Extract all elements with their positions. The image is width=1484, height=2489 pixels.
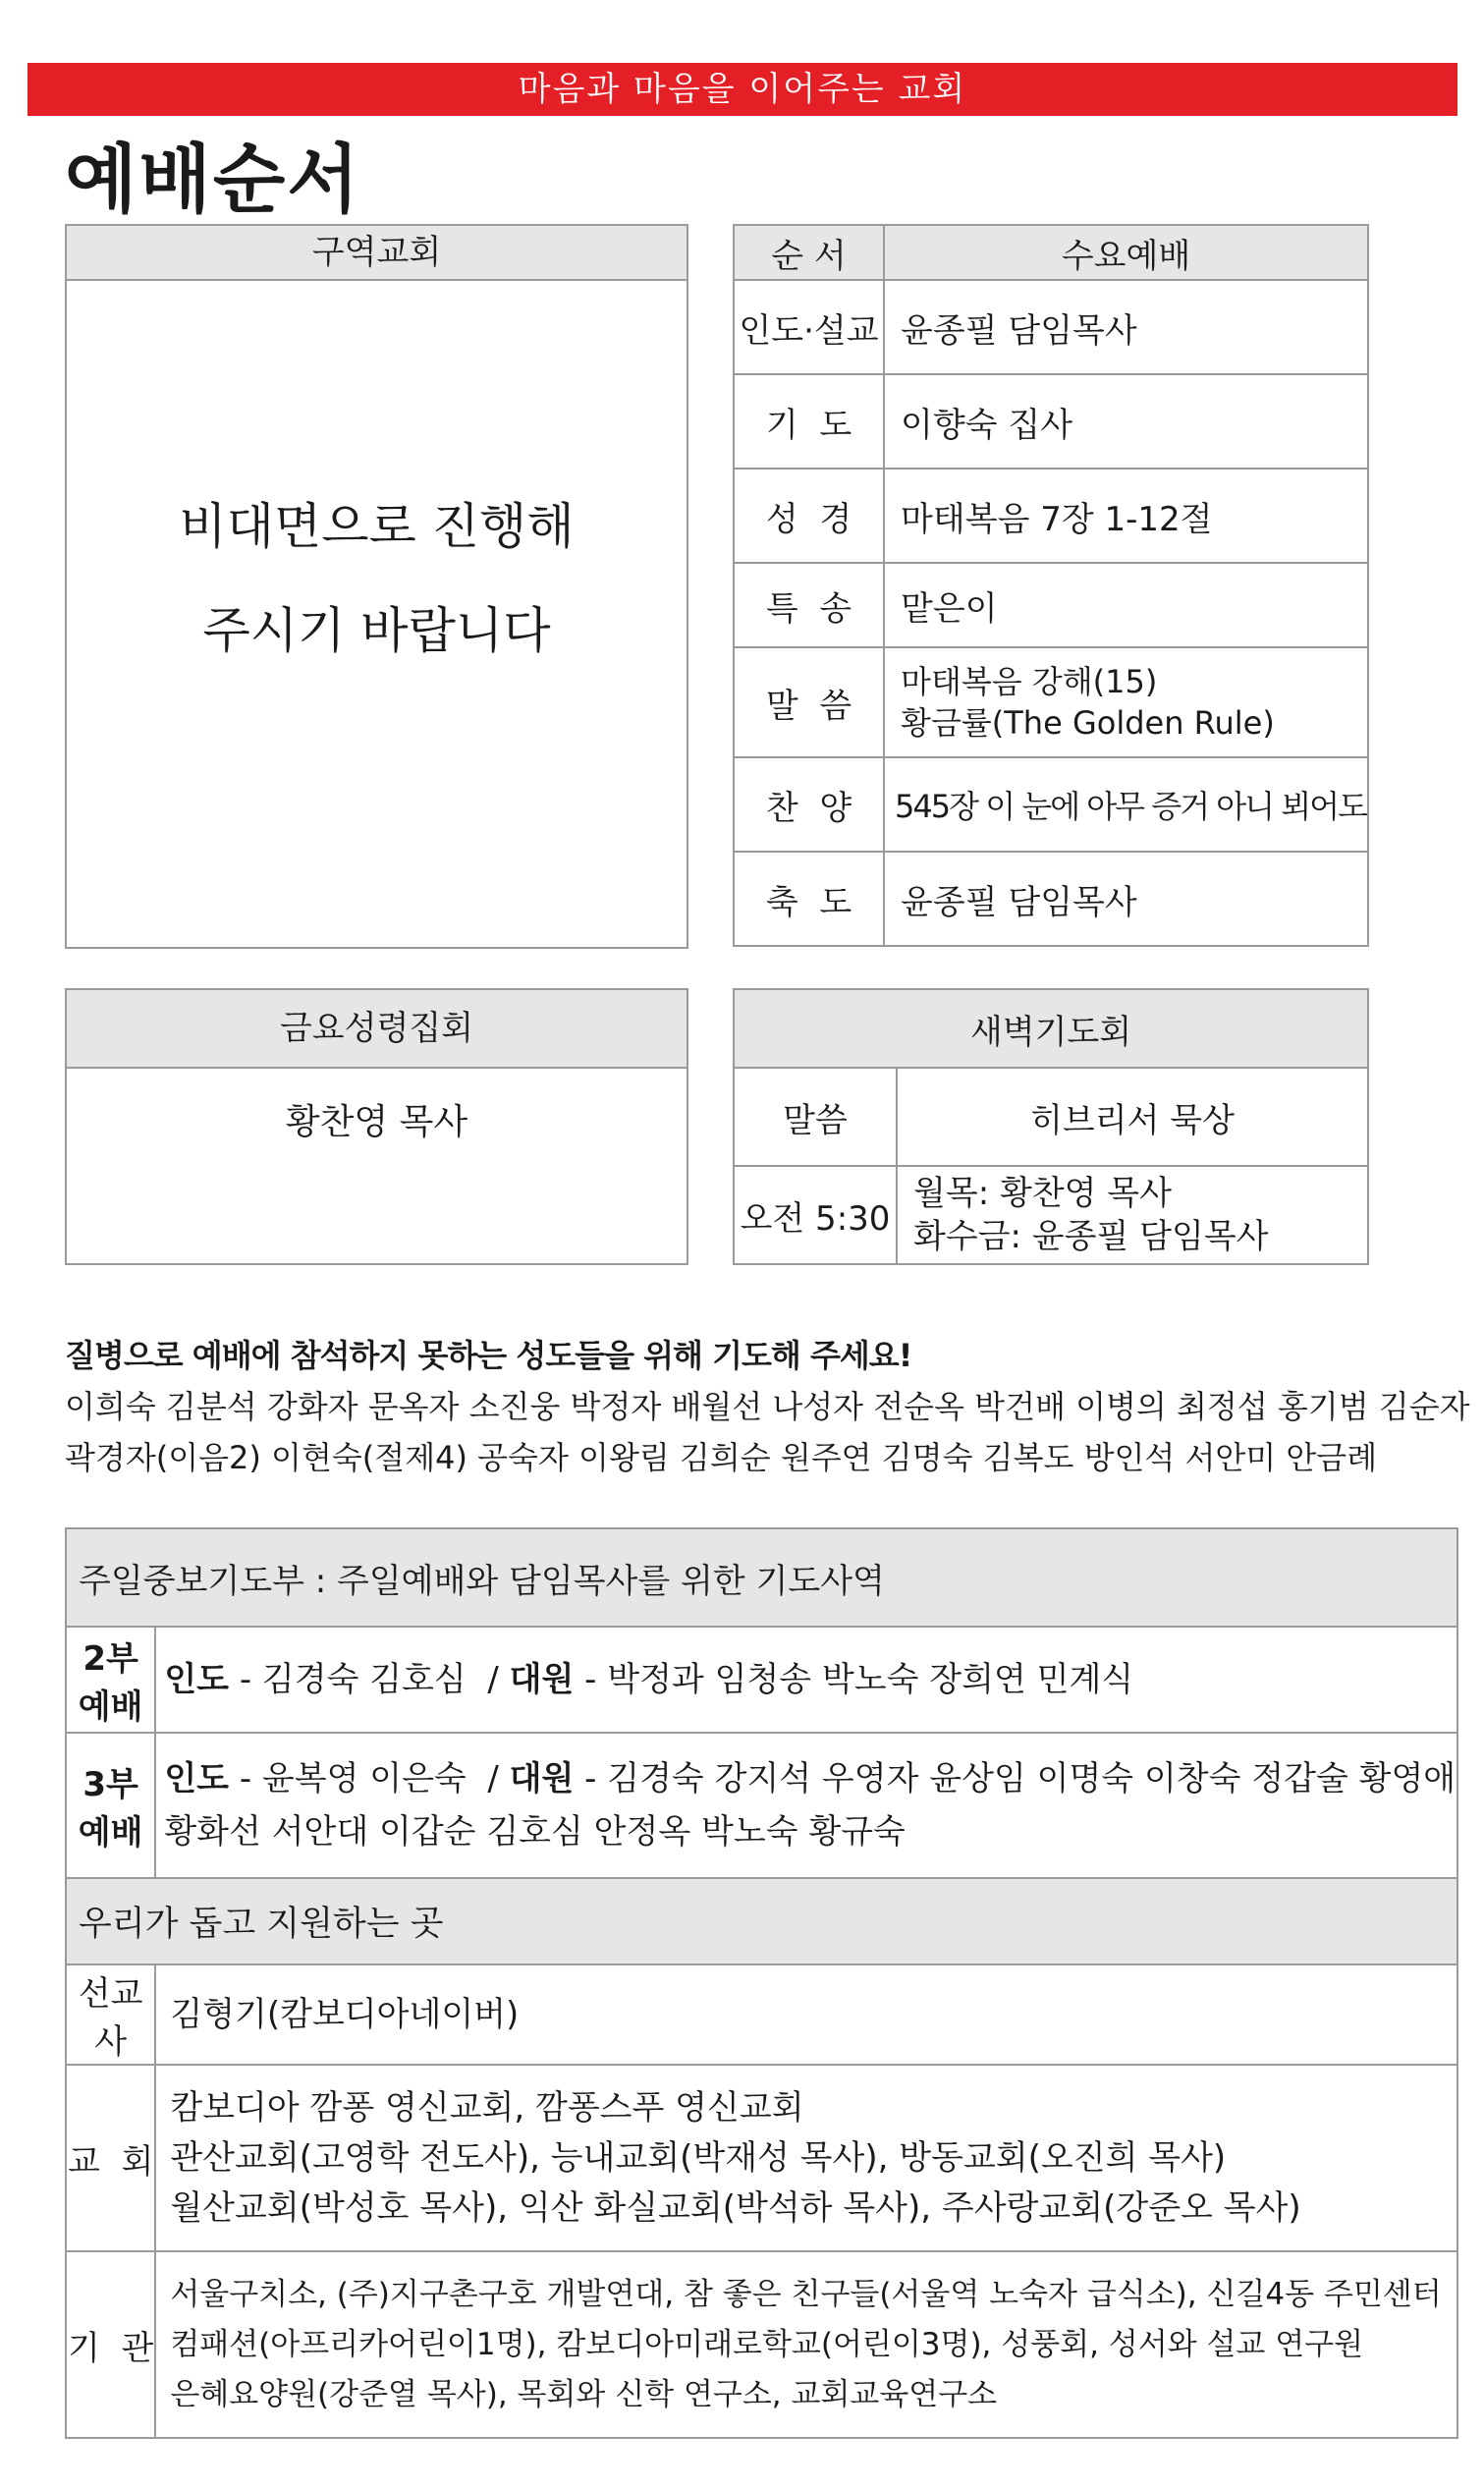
table-row [734,1068,1368,1166]
table-row [734,757,1368,852]
service-label: 2부 예배 [66,1627,155,1733]
friday-meeting-box [65,988,688,1265]
support-line: 월산교회(박성호 목사), 익산 화실교회(박석하 목사), 주사랑교회(강준오 목사) [170,2187,1301,2228]
row-label: 말씀 [734,1068,897,1166]
row-value: 마태복음 7장 1-12절 [884,469,1368,563]
support-category: 기 관 [66,2251,155,2438]
district-church-box [65,224,688,949]
support-line: 캄보디아 깜퐁 영신교회, 깜퐁스푸 영신교회 [170,2087,804,2128]
table-row [66,2065,1457,2251]
tue-wed-fri-leader: 화수금: 윤종필 담임목사 [913,1217,1269,1256]
sick-names-line2: 곽경자(이음2) 이현숙(절제4) 공숙자 이왕림 김희순 원주연 김명숙 김복도 방인석 서안미 안금례 [65,1439,1378,1476]
support-line: 컴패션(아프리카어린이1명), 캄보디아미래로학교(어린이3명), 성풍회, 성서와 설교 연구원 [170,2326,1364,2362]
member-label: 대원 [509,1759,575,1798]
member-names: - 김경숙 강지석 우영자 윤상임 이명숙 이창숙 정갑술 황영애 [574,1759,1457,1798]
table-row [734,563,1368,647]
sermon-series: 마태복음 강해(15) [901,663,1158,700]
wednesday-service-title: 수요예배 [884,225,1368,280]
dawn-prayer-table [733,988,1369,1265]
support-category: 선교사 [66,1964,155,2065]
district-message-line2: 주시기 바랍니다 [202,602,551,659]
row-value: 히브리서 묵상 [897,1068,1368,1166]
row-value: 윤종필 담임목사 [884,280,1368,374]
friday-leader: 황찬영 목사 [285,1102,468,1142]
lead-label: 인도 [164,1759,230,1798]
support-institutions [155,2251,1457,2438]
row-value: 545장 이 눈에 아무 증거 아니 뵈어도 [884,757,1368,852]
table-row [734,1166,1368,1264]
table-row [734,374,1368,469]
support-missionary: 김형기(캄보디아네이버) [155,1964,1457,2065]
sick-prayer-notice [65,1331,1470,1484]
table-row [734,647,1368,757]
row-value: 이향숙 집사 [884,374,1368,469]
row-value [884,647,1368,757]
row-label: 기 도 [734,374,884,469]
intercession-support-table [65,1527,1458,2439]
row-label: 특 송 [734,563,884,647]
row-label: 오전 5:30 [734,1166,897,1264]
lead-names: - 김경숙 김호심 / [229,1660,510,1699]
service-label: 3부 예배 [66,1733,155,1878]
page-title: 예배순서 [65,136,361,223]
col-order-header: 순 서 [734,225,884,280]
intercession-members [155,1733,1457,1878]
table-row [734,469,1368,563]
dawn-prayer-title: 새벽기도회 [734,989,1368,1068]
support-line: 관산교회(고영학 전도사), 능내교회(박재성 목사), 방동교회(오진희 목사) [170,2137,1227,2178]
sick-names-line1: 이희숙 김분석 강화자 문옥자 소진웅 박정자 배월선 나성자 전순옥 박건배 이병의 최정섭 홍기범 김순자 [65,1388,1470,1425]
row-value: 윤종필 담임목사 [884,852,1368,946]
support-title: 우리가 돕고 지원하는 곳 [66,1878,1457,1964]
intercession-members [155,1627,1457,1733]
district-church-title: 구역교회 [67,226,687,281]
row-label: 성 경 [734,469,884,563]
table-row [66,1627,1457,1733]
table-row [66,2251,1457,2438]
friday-meeting-title: 금요성령집회 [67,990,687,1069]
table-row [734,852,1368,946]
lead-names: - 윤복영 이은숙 / [229,1759,510,1798]
member-names: - 박정과 임청송 박노숙 장희연 민계식 [574,1660,1134,1699]
table-row [734,280,1368,374]
row-label: 찬 양 [734,757,884,852]
table-row [66,1733,1457,1878]
church-slogan-banner: 마음과 마음을 이어주는 교회 [27,63,1457,116]
sick-prayer-title: 질병으로 예배에 참석하지 못하는 성도들을 위해 기도해 주세요! [65,1337,912,1374]
wednesday-service-table [733,224,1369,947]
mon-thu-leader: 월목: 황찬영 목사 [913,1174,1172,1213]
sermon-title: 황금률(The Golden Rule) [901,704,1275,742]
member-label: 대원 [509,1660,575,1699]
support-line: 서울구치소, (주)지구촌구호 개발연대, 참 좋은 친구들(서울역 노숙자 급식소), 신길4동 주민센터 [170,2276,1442,2312]
member-names-continued: 황화선 서안대 이갑순 김호심 안정옥 박노숙 황규숙 [164,1812,906,1852]
intercession-title: 주일중보기도부 : 주일예배와 담임목사를 위한 기도사역 [66,1528,1457,1627]
table-row [66,1964,1457,2065]
row-value: 맡은이 [884,563,1368,647]
district-message-line1: 비대면으로 진행해 [179,498,575,555]
support-category: 교 회 [66,2065,155,2251]
row-label: 인도·설교 [734,280,884,374]
row-value [897,1166,1368,1264]
row-label: 축 도 [734,852,884,946]
support-line: 은혜요양원(강준열 목사), 목회와 신학 연구소, 교회교육연구소 [170,2376,998,2412]
lead-label: 인도 [164,1660,230,1699]
support-churches [155,2065,1457,2251]
row-label: 말 씀 [734,647,884,757]
